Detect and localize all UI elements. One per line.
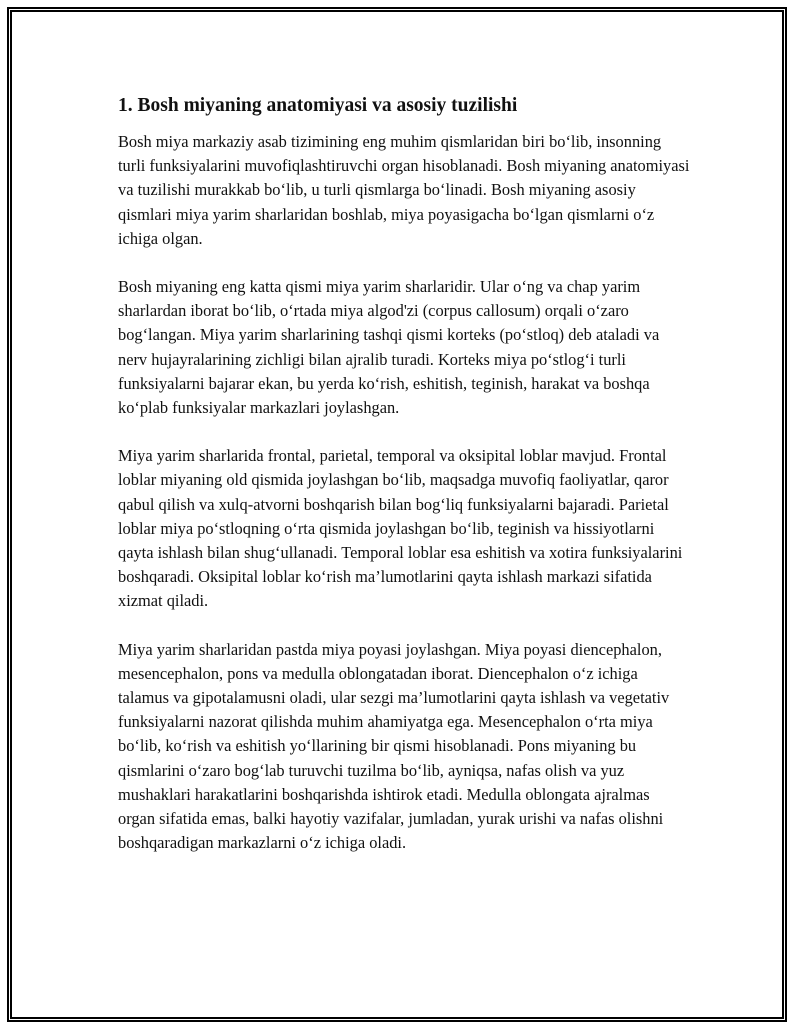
paragraph-3: Miya yarim sharlarida frontal, parietal, temporal va oksipital loblar mavjud. Frontal loblar miyaning old qismida joylashgan bo‘lib, maqsadga muvofiq faoliyatlar, qaror qabul qilish va xulq-atvorni boshqarish bilan bog‘liq funksiyalarni bajaradi. Parietal loblar miya po‘stloqning o‘rta qismida joylashgan bo‘lib, teginish va hissiyotlarni qayta ishlash bilan shug‘ullanadi. Temporal loblar esa eshitish va xotira funksiyalarini boshqaradi. Oksipital loblar ko‘rish ma’lumotlarini qayta ishlash markazi sifatida xizmat qiladi. <box>118 446 683 611</box>
paragraph-2: Bosh miyaning eng katta qismi miya yarim sharlaridir. Ular o‘ng va chap yarim sharlardan iborat bo‘lib, o‘rtada miya algod'zi (corpus callosum) orqali o‘zaro bog‘langan. Miya yarim sharlarining tashqi qismi korteks (po‘stloq) deb ataladi va nerv hujayralarining zichligi bilan ajralib turadi. Korteks miya po‘stlog‘i turli funksiyalarni bajarar ekan, bu yerda ko‘rish, eshitish, teginish, harakat va boshqa ko‘plab funksiyalar markazlari joylashgan. <box>118 277 660 418</box>
document-body <box>118 94 690 879</box>
section-heading: 1. Bosh miyaning anatomiyasi va asosiy tuzilishi <box>118 95 518 116</box>
paragraph-4: Miya yarim sharlaridan pastda miya poyasi joylashgan. Miya poyasi diencephalon, mesencephalon, pons va medulla oblongatadan iborat. Diencephalon o‘z ichiga talamus va gipotalamusni oladi, ular sezgi ma’lumotlarini qayta ishlash va vegetativ funksiyalarni nazorat qilishda muhim ahamiyatga ega. Mesencephalon o‘rta miya bo‘lib, ko‘rish va eshitish yo‘llarining bir qismi hisoblanadi. Pons miyaning bu qismlarini o‘zaro bog‘lab turuvchi tuzilma bo‘lib, ayniqsa, nafas olish va yuz mushaklari harakatlarini boshqarishda ishtirok etadi. Medulla oblongata ajralmas organ sifatida emas, balki hayotiy vazifalar, jumladan, yurak urishi va nafas olishni boshqaradigan markazlarni o‘z ichiga oladi. <box>118 639 670 853</box>
paragraph-1: Bosh miya markaziy asab tizimining eng muhim qismlaridan biri bo‘lib, insonning turli funksiyalarini muvofiqlashtiruvchi organ hisoblanadi. Bosh miyaning anatomiyasi va tuzilishi murakkab bo‘lib, u turli qismlarga bo‘linadi. Bosh miyaning asosiy qismlari miya yarim sharlaridan boshlab, miya poyasigacha bo‘lgan qismlarni o‘z ichiga olgan. <box>118 132 690 248</box>
